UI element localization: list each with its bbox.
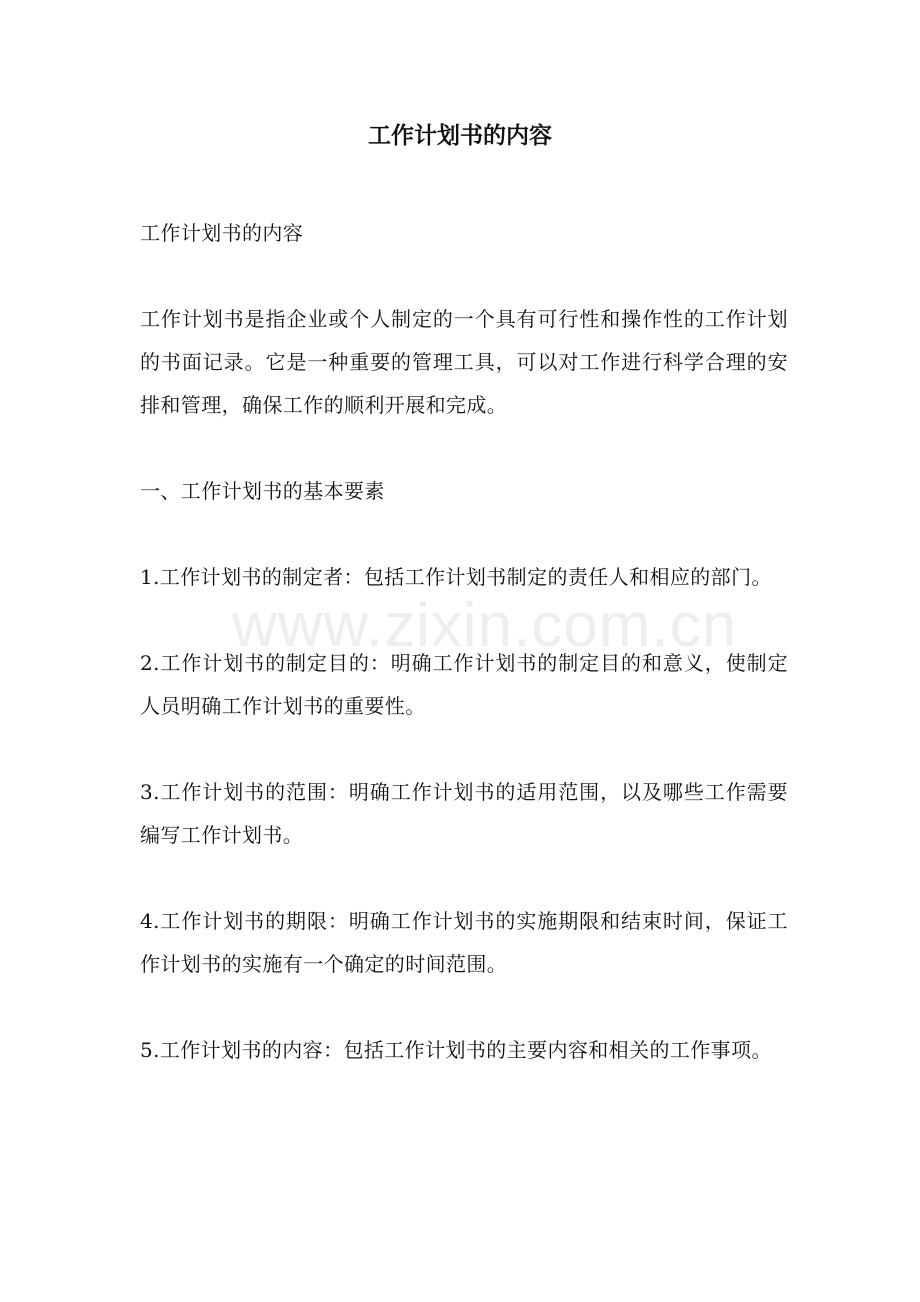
document-title: 工作计划书的内容 [368, 122, 552, 149]
document-body [140, 212, 788, 1115]
paragraph-subtitle: 工作计划书的内容 [140, 221, 304, 245]
list-item-5: 5.工作计划书的内容：包括工作计划书的主要内容和相关的工作事项。 [140, 1038, 772, 1062]
list-item-1: 1.工作计划书的制定者：包括工作计划书制定的责任人和相应的部门。 [140, 565, 772, 589]
list-item-2: 2.工作计划书的制定目的：明确工作计划书的制定目的和意义，使制定人员明确工作计划书的重要性。 [140, 651, 788, 718]
section-heading: 一、工作计划书的基本要素 [140, 479, 385, 503]
paragraph-intro: 工作计划书是指企业或个人制定的一个具有可行性和操作性的工作计划的书面记录。它是一种重要的管理工具，可以对工作进行科学合理的安排和管理，确保工作的顺利开展和完成。 [140, 307, 788, 417]
list-item-4: 4.工作计划书的期限：明确工作计划书的实施期限和结束时间，保证工作计划书的实施有一个确定的时间范围。 [140, 909, 788, 976]
watermark: www.zixin.com.cn [232, 591, 738, 660]
list-item-3: 3.工作计划书的范围：明确工作计划书的适用范围，以及哪些工作需要编写工作计划书。 [140, 780, 788, 847]
